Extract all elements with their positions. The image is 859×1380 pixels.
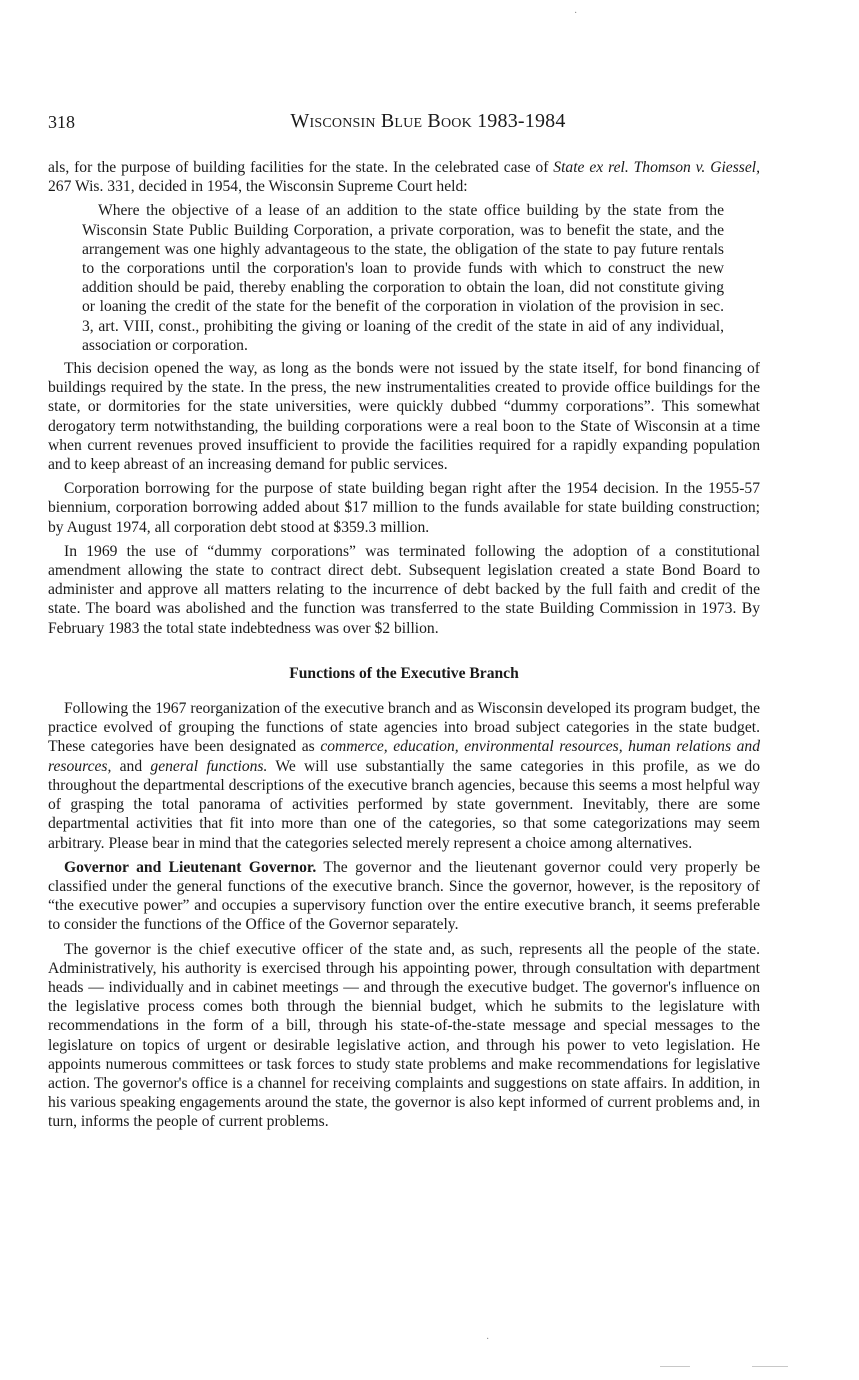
category-general: general functions. <box>150 757 268 775</box>
paragraph-1969: In 1969 the use of “dummy corporations” was terminated following the adoption of a constitutional amendment allowing the state to contract direct debt. Subsequent legislation created a state Bond Board to administer and approve all matters relating to the incurrence of debt backed by the full faith and credit of the state. The board was abolished and the function was transferred to the state Building Commission in 1973. By February 1983 the total state indebtedness was over $2 billion. <box>48 542 760 637</box>
scan-smudge <box>660 1366 690 1367</box>
paragraph-chief-executive: The governor is the chief executive officer of the state and, as such, represents all the people of the state. Administratively, his authority is exercised through his appointing power, through consultation with department heads — individually and in cabinet meetings — and through the executive budget. The governor's influence on the legislative process comes both through the biennial budget, which he submits to the legislature with recommendations in the form of a bill, through his state-of-the-state message and special messages to the legislature on topics of urgent or desirable legislative action, and through his power to veto legislation. He appoints numerous committees or task forces to study state problems and make recommendations for legislative action. The governor's office is a channel for receiving complaints and suggestions on state affairs. In addition, in his various speaking engagements around the state, the governor is also kept informed of current problems and, in turn, informs the people of current problems. <box>48 940 760 1131</box>
governor-body: The governor and the lieutenant governor could very properly be classified under the general functions of the executive branch. Since the governor, however, is the repository of “the executive power” and occupies a supervisory function over the entire executive branch, it seems preferable to consider the functions of the Office of the Governor separately. <box>48 858 760 934</box>
governor-lead: Governor and Lieutenant Governor. <box>64 858 317 876</box>
functions-text: Following the 1967 reorganization of the executive branch and as Wisconsin developed its program budget, the practice evolved of grouping the functions of state agencies into broad subject categories in the state budget. These categories have been designated as <box>48 700 760 756</box>
page-header <box>48 110 808 140</box>
running-title <box>48 110 808 133</box>
page-number: 318 <box>48 112 75 132</box>
category-list: commerce, education, environmental resources, human relations and resources, <box>48 738 760 775</box>
scan-speck: · <box>486 1334 490 1345</box>
paragraph-decision: This decision opened the way, as long as the bonds were not issued by the state itself, for bond financing of buildings required by the state. In the press, the new instrumentalities created to provide office buildings for the state, or dormitories for the state universities, were quickly dubbed “dummy corporations”. This somewhat derogatory term notwithstanding, the building corporations were a real boon to the State of Wisconsin at a time when current revenues proved insufficient to provide the facilities required for a rapidly expanding population and to keep abreast of an increasing demand for public services. <box>48 360 760 474</box>
case-citation: State ex rel. Thomson v. Giessel, <box>553 159 761 176</box>
paragraph-governor <box>48 858 760 935</box>
scan-speck: · <box>574 8 578 19</box>
running-title-text: Wisconsin Blue Book 1983-1984 <box>290 110 566 132</box>
section-heading: Functions of the Executive Branch <box>289 664 519 682</box>
case-intro-end: 267 Wis. 331, decided in 1954, the Wisconsin Supreme Court held: <box>48 178 468 196</box>
body-text <box>48 158 760 1137</box>
block-quote: Where the objective of a lease of an addition to the state office building by the state from the Wisconsin State Public Building Corporation, a private corporation, was to benefit the state, and the arrangement was one highly advantageous to the state, the obligation of the state to pay future rentals to the corporations until the corporation's loan to provide funds with which to construct the new addition should be paid, thereby enabling the corporation to obtain the loan, did not constitute giving or loaning the credit of the state for the benefit of the corporation in violation of the provision in sec. 3, art. VIII, const., prohibiting the giving or loaning of the credit of the state in aid of any individual, association or corporation. <box>82 202 724 354</box>
paragraph-borrowing: Corporation borrowing for the purpose of state building began right after the 1954 decision. In the 1955-57 biennium, corporation borrowing added about $17 million to the funds available for state building construction; by August 1974, all corporation debt stood at $359.3 million. <box>48 480 760 536</box>
functions-text-end: We will use substantially the same categories in this profile, as we do throughout the departmental descriptions of the executive branch agencies, because this seems a most helpful way of grasping the total panorama of activities performed by state government. Inevitably, there are some departmental activities that fit into more than one of the categories, so that some categorizations may seem arbitrary. Please bear in mind that the categories selected merely represent a choice among alternatives. <box>48 757 761 852</box>
scan-smudge <box>752 1366 788 1367</box>
functions-and: and <box>111 757 151 775</box>
paragraph-case-intro <box>48 158 760 196</box>
case-intro-text: als, for the purpose of building facilities for the state. In the celebrated case of <box>48 159 554 176</box>
paragraph-functions <box>48 699 760 853</box>
